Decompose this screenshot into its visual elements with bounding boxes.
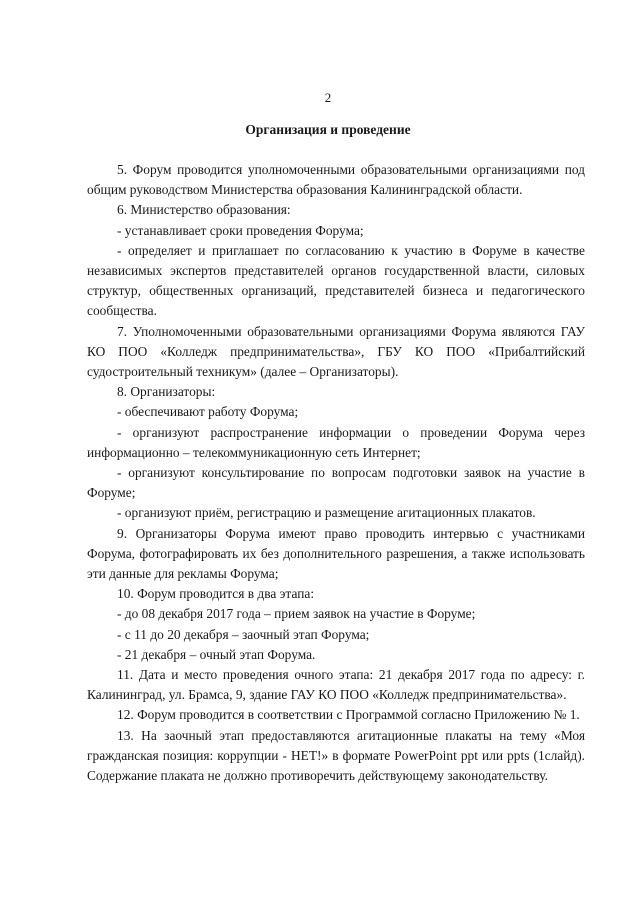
paragraph-12: 12. Форум проводится в соответствии с Программой согласно Приложению № 1. (117, 707, 580, 723)
paragraph-13: 13. На заочный этап предоставляются агитационные плакаты на тему «Моя гражданская позиция: коррупции - НЕТ!» в формате PowerPoint ppt или ppts (1слайд). Содержание плаката не должно противоречить действующему законодательству. (87, 727, 585, 784)
paragraph-5: 5. Форум проводится уполномоченными образовательными организациями под общим руководством Министерства образования Калининградской области. (87, 162, 585, 198)
list-item: - обеспечивают работу Форума; (117, 404, 299, 420)
list-item: - организуют приём, регистрацию и размещение агитационных плакатов. (117, 505, 536, 521)
page-number: 2 (324, 90, 332, 105)
paragraph-10: 10. Форум проводится в два этапа: (117, 586, 315, 602)
paragraph-6: 6. Министерство образования: (117, 202, 291, 218)
paragraph-9: 9. Организаторы Форума имеют право проводить интервью с участниками Форума, фотографировать их без дополнительного разрешения, а также использовать эти данные для рекламы Форума; (87, 525, 585, 582)
list-item: - до 08 декабря 2017 года – прием заявок на участие в Форуме; (117, 606, 476, 622)
list-item: - с 11 до 20 декабря – заочный этап Форума; (117, 626, 370, 642)
list-item: - определяет и приглашает по согласованию к участию в Форуме в качестве независимых экспертов представителей органов государственной власти, силовых структур, общественных организаций, представителей бизнеса и педагогического сообщества. (87, 242, 585, 319)
section-title: Организация и проведение (245, 122, 411, 137)
paragraph-11: 11. Дата и место проведения очного этапа: 21 декабря 2017 года по адресу: г. Калининград, ул. Брамса, 9, здание ГАУ КО ПОО «Колледж предпринимательства». (87, 667, 585, 703)
list-item: - устанавливает сроки проведения Форума; (117, 222, 364, 238)
paragraph-7: 7. Уполномоченными образовательными организациями Форума являются ГАУ КО ПОО «Колледж предпринимательства», ГБУ КО ПОО «Прибалтийский судостроительный техникум» (далее – Организаторы). (87, 323, 585, 380)
list-item: - организуют распространение информации о проведении Форума через информационно – телекоммуникационную сеть Интернет; (87, 424, 585, 460)
list-item: - организуют консультирование по вопросам подготовки заявок на участие в Форуме; (87, 465, 585, 501)
list-item: - 21 декабря – очный этап Форума. (117, 646, 316, 662)
paragraph-8: 8. Организаторы: (117, 384, 216, 400)
document-body (87, 160, 585, 786)
